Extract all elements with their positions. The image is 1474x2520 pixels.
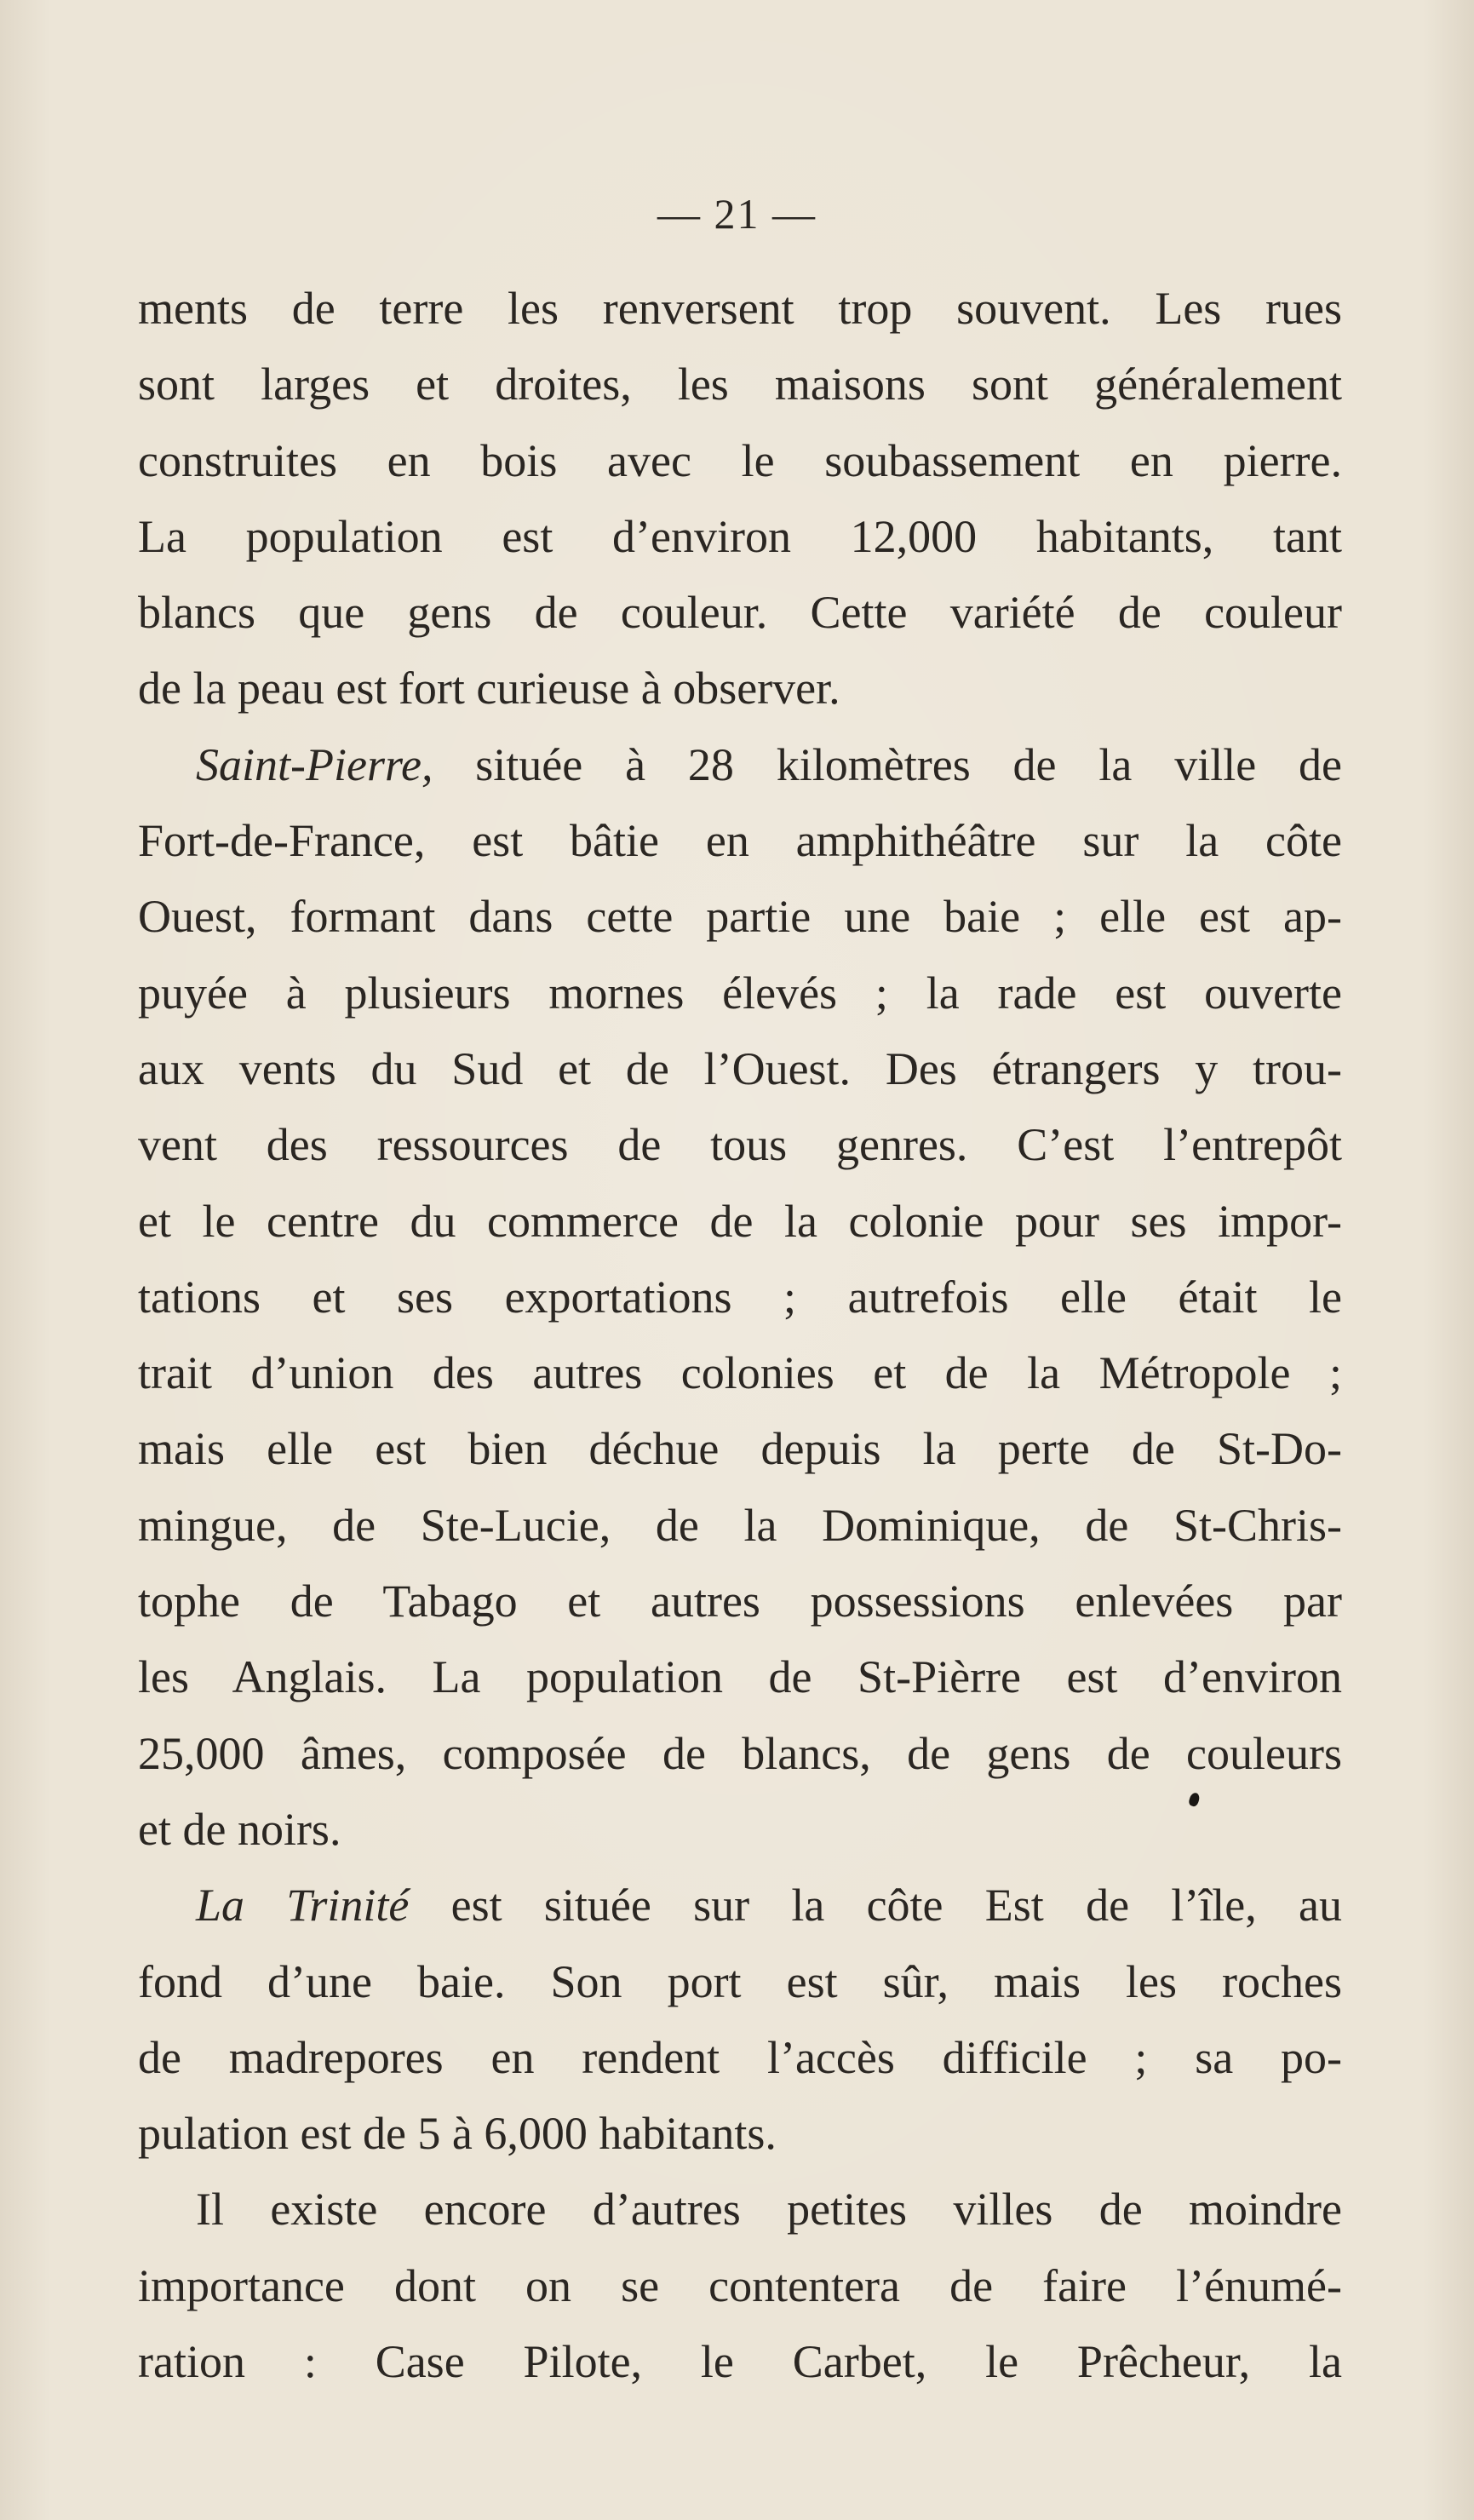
text-line: mingue, de Ste-Lucie, de la Dominique, de St-Chris-	[138, 1499, 1342, 1551]
text-line: tophe de Tabago et autres possessions enlevées par	[138, 1576, 1342, 1627]
page-number: — 21 —	[657, 190, 817, 238]
text-line: blancs que gens de couleur. Cette variété de couleur	[138, 587, 1342, 639]
text-line: Fort-de-France, est bâtie en amphithéâtre sur la côte	[138, 815, 1342, 867]
text-line: tations et ses exportations ; autrefois elle était le	[138, 1271, 1342, 1323]
text-line: pulation est de 5 à 6,000 habitants.	[138, 2108, 777, 2160]
body-text	[138, 271, 1342, 2400]
place-name-saint-pierre: Saint-Pierre,	[196, 738, 433, 790]
text-line: 25,000 âmes, composée de blancs, de gens de couleurs	[138, 1727, 1342, 1779]
text-line: vent des ressources de tous genres. C’est l’entrepôt	[138, 1119, 1342, 1171]
text-line: sont larges et droites, les maisons sont généralement	[138, 359, 1342, 410]
text-line: et de noirs.	[138, 1803, 341, 1855]
text-line: les Anglais. La population de St-Pièrre est d’environ	[138, 1651, 1342, 1703]
text-line: de la peau est fort curieuse à observer.	[138, 663, 840, 715]
text-line: mais elle est bien déchue depuis la perte de St-Do-	[138, 1423, 1342, 1475]
text-line: aux vents du Sud et de l’Ouest. Des étrangers y trou-	[138, 1042, 1342, 1094]
text-line: trait d’union des autres colonies et de la Métropole ;	[138, 1347, 1342, 1399]
text-line: construites en bois avec le soubassement en pierre.	[138, 434, 1342, 486]
text-line: importance dont on se contentera de faire l’énumé-	[138, 2259, 1342, 2311]
text-line: puyée à plusieurs mornes élevés ; la rade est ouverte	[138, 967, 1342, 1019]
text-line: fond d’une baie. Son port est sûr, mais les roches	[138, 1955, 1342, 2007]
text-line: de madrepores en rendent l’accès difficile ; sa po-	[138, 2031, 1342, 2083]
text-line: ments de terre les renversent trop souvent. Les rues	[138, 283, 1342, 334]
text-line: Il existe encore d’autres petites villes de moindre	[196, 2184, 1342, 2236]
text-line: et le centre du commerce de la colonie pour ses impor-	[138, 1195, 1342, 1247]
place-name-la-trinite: La Trinité	[196, 1880, 410, 1932]
text-line: La population est d’environ 12,000 habitants, tant	[138, 510, 1342, 562]
text-line: Ouest, formant dans cette partie une baie ; elle est ap-	[138, 891, 1342, 943]
text-line: ration : Case Pilote, le Carbet, le Prêcheur, la	[138, 2336, 1342, 2388]
text-line: Saint-Pierre, située à 28 kilomètres de la ville de	[196, 738, 1342, 790]
text-line: La Trinité est située sur la côte Est de l’île, au	[196, 1880, 1342, 1932]
